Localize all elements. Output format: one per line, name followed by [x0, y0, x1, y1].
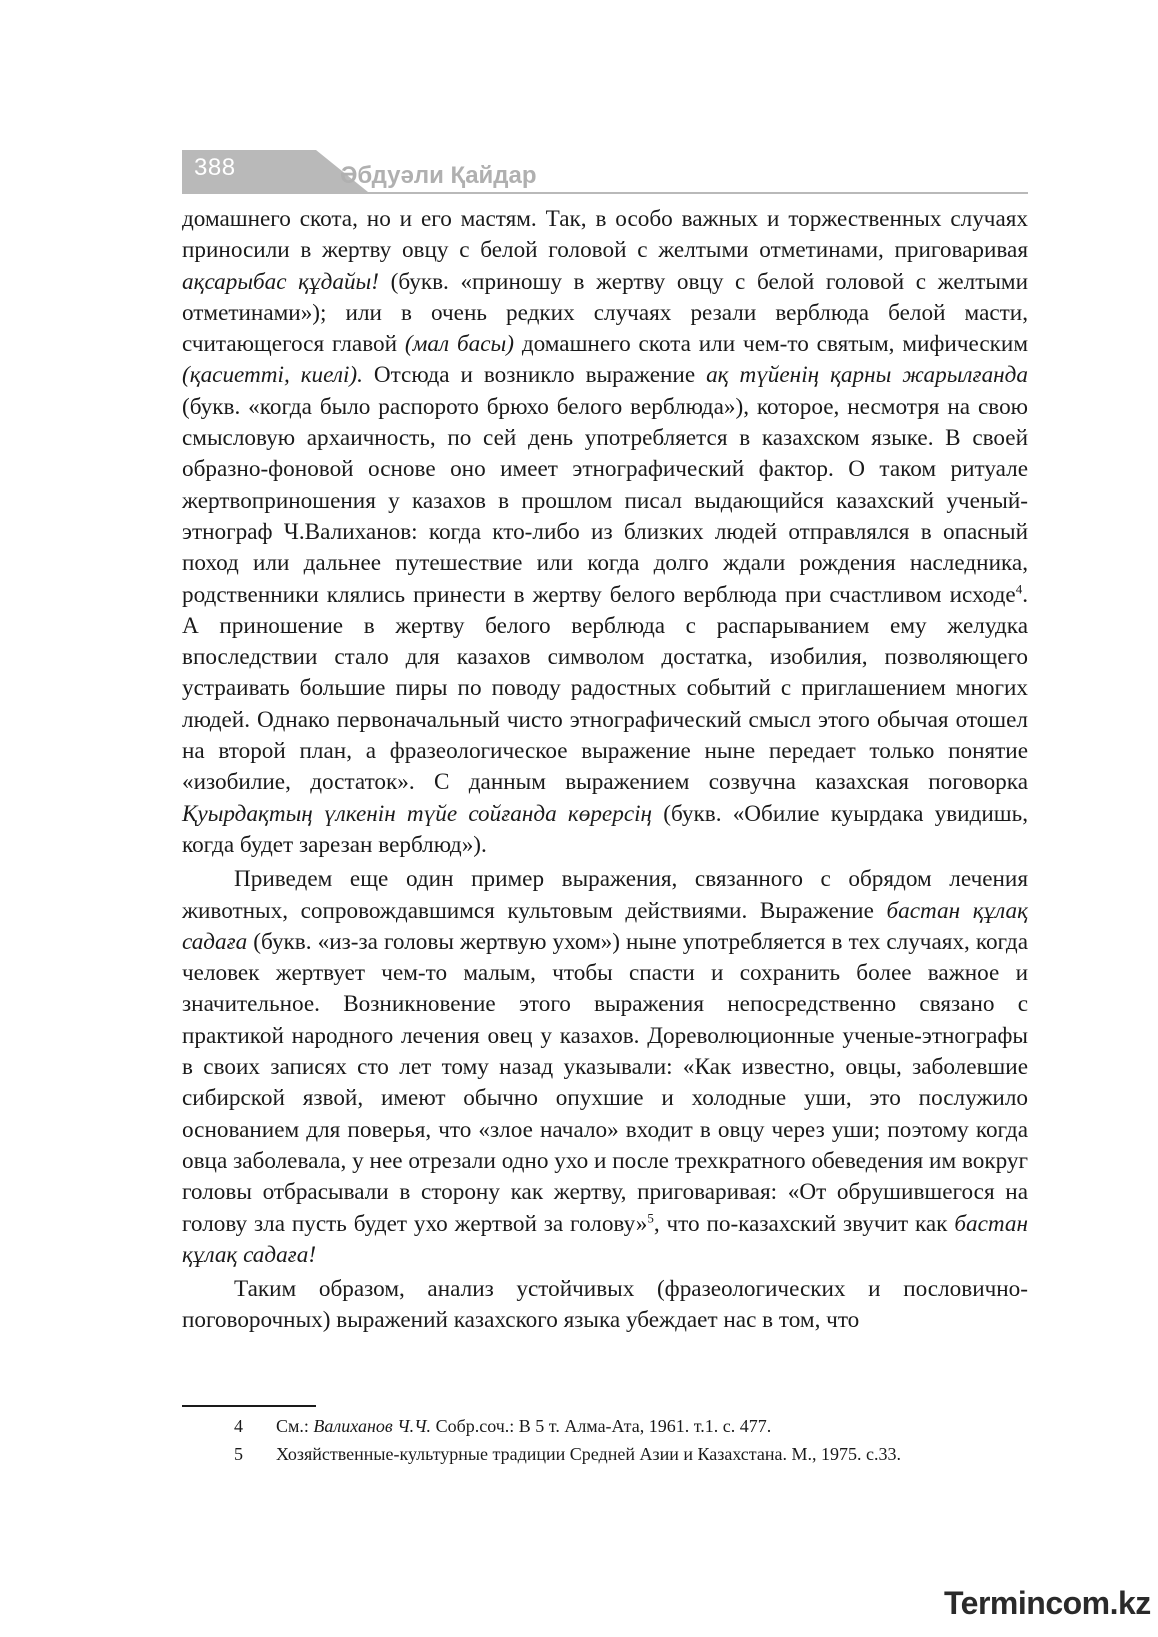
text-run: Приведем еще один пример выражения, связанного с обрядом лечения животных, сопровождавшимся культовым действиями. Выражение: [182, 866, 1028, 924]
paragraph: [182, 864, 1028, 1271]
text-run: домашнего скота, но и его мастям. Так, в особо важных и торжественных случаях приносили в жертву овцу с белой головой с желтыми отметинами, приговаривая: [182, 206, 1028, 264]
text-run: Таким образом, анализ устойчивых (фразеологических и пословично-поговорочных) выражений казахского языка убеждает нас в том, что: [182, 1276, 1028, 1334]
watermark-text: Termincom.kz: [944, 1585, 1151, 1621]
italic-text-run: Қуырдақтың үлкенін түйе сойғанда көрерсің: [182, 800, 653, 827]
footnote-text: [276, 1416, 771, 1436]
footnote: [182, 1412, 1028, 1440]
italic-text-run: ақ түйенің қарны жарылғанда: [706, 362, 1028, 389]
text-run: (букв. «Обилие куырдака увидишь, когда будет зарезан верблюд»).: [182, 800, 1028, 858]
header-rule: [182, 192, 1028, 194]
italic-text-run: Валиханов Ч.Ч.: [313, 1416, 432, 1436]
footnote-number: 4: [234, 1416, 243, 1436]
footnote-reference: 5: [647, 1209, 654, 1225]
text-run: (букв. «из-за головы жертвую ухом») ныне употребляется в тех случаях, когда человек жертвует чем-то малым, чтобы спасти и сохранить более важное и значительное. Возникновение этого выражения непосредственно связано с практикой народного лечения овец у казахов. Дореволюционные ученые-этнографы в своих записях сто лет тому назад указывали: «Как известно, овцы, заболевшие сибирской язвой, имеют обычно опухшие и холодные уши, это послужило основанием для поверья, что «злое начало» входит в овцу через уши; поэтому когда овца заболевала, у нее отрезали одно ухо и после трехкратного обеведения им вокруг головы отбрасывали в сторону как жертву, приговаривая: «От обрушившегося на голову зла пусть будет ухо жертвой за голову»: [182, 928, 1028, 1237]
text-run: . А приношение в жертву белого верблюда с распарыванием ему желудка впоследствии стало для казахов символом достатка, изобилия, позволяющего устраивать большие пиры по поводу радостных событий с приглашением многих людей. Однако первоначальный чисто этнографический смысл этого обычая отошел на второй план, а фразеологическое выражение ныне передает только понятие «изобилие, достаток». С данным выражением созвучна казахская поговорка: [182, 581, 1028, 796]
italic-text-run: (қасиетті, киелі).: [182, 362, 363, 389]
italic-text-run: ақсарыбас құдайы!: [182, 268, 379, 295]
italic-text-run: бастан құлақ садаға: [182, 897, 1029, 955]
text-run: См.:: [276, 1416, 314, 1436]
footnote: [182, 1440, 1028, 1468]
page-header: [182, 150, 1028, 196]
text-run: (букв. «приношу в жертву овцу с белой головой с желтыми отметинами»); или в очень редких случаях резали верблюда белой масти, считающегося главой: [182, 268, 1029, 358]
text-run: (букв. «когда было распорото брюхо белого верблюда»), которое, несмотря на свою смысловую архаичность, по сей день употребляется в казахском языке. В своей образно-фоновой основе оно имеет этнографический фактор. О таком ритуале жертвоприношения у казахов в прошлом писал выдающийся казахский ученый-этнограф Ч.Валиханов: когда кто-либо из близких людей отправлялся в опасный поход или дальнее путешествие или когда долго ждали рождения наследника, родственники клялись принести в жертву белого верблюда при счастливом исходе: [182, 393, 1028, 608]
footnote-reference: 4: [1015, 580, 1023, 596]
italic-text-run: (мал басы): [404, 331, 514, 358]
footnote-number: 5: [234, 1444, 243, 1464]
footnote-text: [276, 1444, 901, 1464]
paragraph: [182, 1274, 1028, 1337]
body-text: [182, 204, 1028, 1337]
footnote-separator: [182, 1405, 316, 1407]
page-number-box: [182, 150, 278, 192]
site-watermark: [944, 1585, 1151, 1622]
page-number: 388: [194, 154, 236, 181]
italic-text-run: бастан құлақ садаға!: [182, 1210, 1028, 1268]
text-run: домашнего скота или чем-то святым, мифическим: [513, 331, 1029, 358]
text-run: Хозяйственные-культурные традиции Средней Азии и Казахстана. М., 1975. с.33.: [276, 1444, 901, 1464]
paragraph: [182, 204, 1028, 861]
text-run: Отсюда и возникло выражение: [362, 362, 707, 389]
text-run: Собр.соч.: В 5 т. Алма-Ата, 1961. т.1. с. 477.: [431, 1416, 772, 1436]
text-run: , что по-казахский звучит как: [653, 1210, 955, 1237]
running-head-author: Әбдуәли Қайдар: [340, 162, 537, 189]
footnotes: [182, 1412, 1028, 1468]
